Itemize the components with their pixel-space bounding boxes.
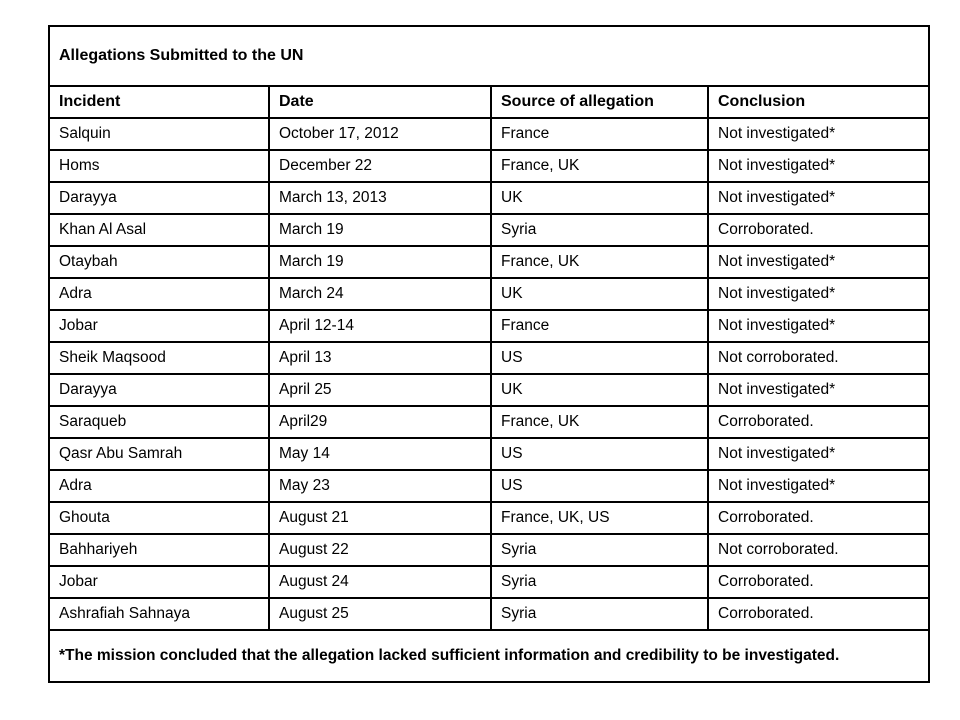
incident-cell: Adra: [49, 278, 269, 310]
source-cell: France: [491, 310, 708, 342]
incident-cell: Ashrafiah Sahnaya: [49, 598, 269, 630]
incident-cell: Sheik Maqsood: [49, 342, 269, 374]
source-cell: UK: [491, 374, 708, 406]
source-cell: Syria: [491, 566, 708, 598]
incident-cell: Adra: [49, 470, 269, 502]
footnote: *The mission concluded that the allegation lacked sufficient information and credibility to be investigated.: [49, 630, 929, 682]
source-cell: Syria: [491, 598, 708, 630]
date-cell: March 13, 2013: [269, 182, 491, 214]
table-row: [49, 214, 929, 246]
incident-cell: Khan Al Asal: [49, 214, 269, 246]
table-row: [49, 374, 929, 406]
table-title: Allegations Submitted to the UN: [49, 26, 929, 86]
conclusion-cell: Corroborated.: [708, 566, 929, 598]
incident-cell: Jobar: [49, 566, 269, 598]
incident-cell: Saraqueb: [49, 406, 269, 438]
table-row: [49, 310, 929, 342]
date-cell: May 14: [269, 438, 491, 470]
table-row: [49, 182, 929, 214]
date-cell: March 19: [269, 246, 491, 278]
incident-cell: Otaybah: [49, 246, 269, 278]
date-cell: March 24: [269, 278, 491, 310]
date-cell: December 22: [269, 150, 491, 182]
source-cell: Syria: [491, 214, 708, 246]
conclusion-cell: Not investigated*: [708, 470, 929, 502]
source-cell: US: [491, 438, 708, 470]
col-header-conclusion: Conclusion: [708, 86, 929, 118]
date-cell: April 25: [269, 374, 491, 406]
footnote-row: [49, 630, 929, 682]
table-row: [49, 246, 929, 278]
source-cell: France, UK: [491, 406, 708, 438]
date-cell: October 17, 2012: [269, 118, 491, 150]
date-cell: August 21: [269, 502, 491, 534]
incident-cell: Homs: [49, 150, 269, 182]
conclusion-cell: Corroborated.: [708, 598, 929, 630]
date-cell: March 19: [269, 214, 491, 246]
table-row: [49, 534, 929, 566]
table-row: [49, 150, 929, 182]
conclusion-cell: Not investigated*: [708, 118, 929, 150]
title-row: [49, 26, 929, 86]
date-cell: April 13: [269, 342, 491, 374]
header-row: [49, 86, 929, 118]
incident-cell: Ghouta: [49, 502, 269, 534]
table-row: [49, 470, 929, 502]
conclusion-cell: Not investigated*: [708, 182, 929, 214]
date-cell: April 12-14: [269, 310, 491, 342]
incident-cell: Jobar: [49, 310, 269, 342]
date-cell: May 23: [269, 470, 491, 502]
table-row: [49, 502, 929, 534]
table-row: [49, 342, 929, 374]
conclusion-cell: Not corroborated.: [708, 534, 929, 566]
incident-cell: Qasr Abu Samrah: [49, 438, 269, 470]
incident-cell: Darayya: [49, 374, 269, 406]
conclusion-cell: Not corroborated.: [708, 342, 929, 374]
conclusion-cell: Not investigated*: [708, 150, 929, 182]
col-header-date: Date: [269, 86, 491, 118]
table-row: [49, 406, 929, 438]
table-row: [49, 278, 929, 310]
source-cell: France: [491, 118, 708, 150]
incident-cell: Bahhariyeh: [49, 534, 269, 566]
table-row: [49, 438, 929, 470]
source-cell: France, UK: [491, 150, 708, 182]
source-cell: UK: [491, 182, 708, 214]
date-cell: April29: [269, 406, 491, 438]
col-header-incident: Incident: [49, 86, 269, 118]
table-row: [49, 118, 929, 150]
source-cell: US: [491, 470, 708, 502]
allegations-table: [48, 25, 930, 683]
conclusion-cell: Corroborated.: [708, 502, 929, 534]
conclusion-cell: Not investigated*: [708, 310, 929, 342]
conclusion-cell: Not investigated*: [708, 374, 929, 406]
date-cell: August 24: [269, 566, 491, 598]
source-cell: UK: [491, 278, 708, 310]
source-cell: France, UK, US: [491, 502, 708, 534]
table-row: [49, 598, 929, 630]
source-cell: US: [491, 342, 708, 374]
conclusion-cell: Not investigated*: [708, 246, 929, 278]
source-cell: France, UK: [491, 246, 708, 278]
conclusion-cell: Corroborated.: [708, 214, 929, 246]
conclusion-cell: Not investigated*: [708, 438, 929, 470]
table-row: [49, 566, 929, 598]
incident-cell: Salquin: [49, 118, 269, 150]
conclusion-cell: Corroborated.: [708, 406, 929, 438]
date-cell: August 25: [269, 598, 491, 630]
incident-cell: Darayya: [49, 182, 269, 214]
date-cell: August 22: [269, 534, 491, 566]
col-header-source: Source of allegation: [491, 86, 708, 118]
conclusion-cell: Not investigated*: [708, 278, 929, 310]
source-cell: Syria: [491, 534, 708, 566]
